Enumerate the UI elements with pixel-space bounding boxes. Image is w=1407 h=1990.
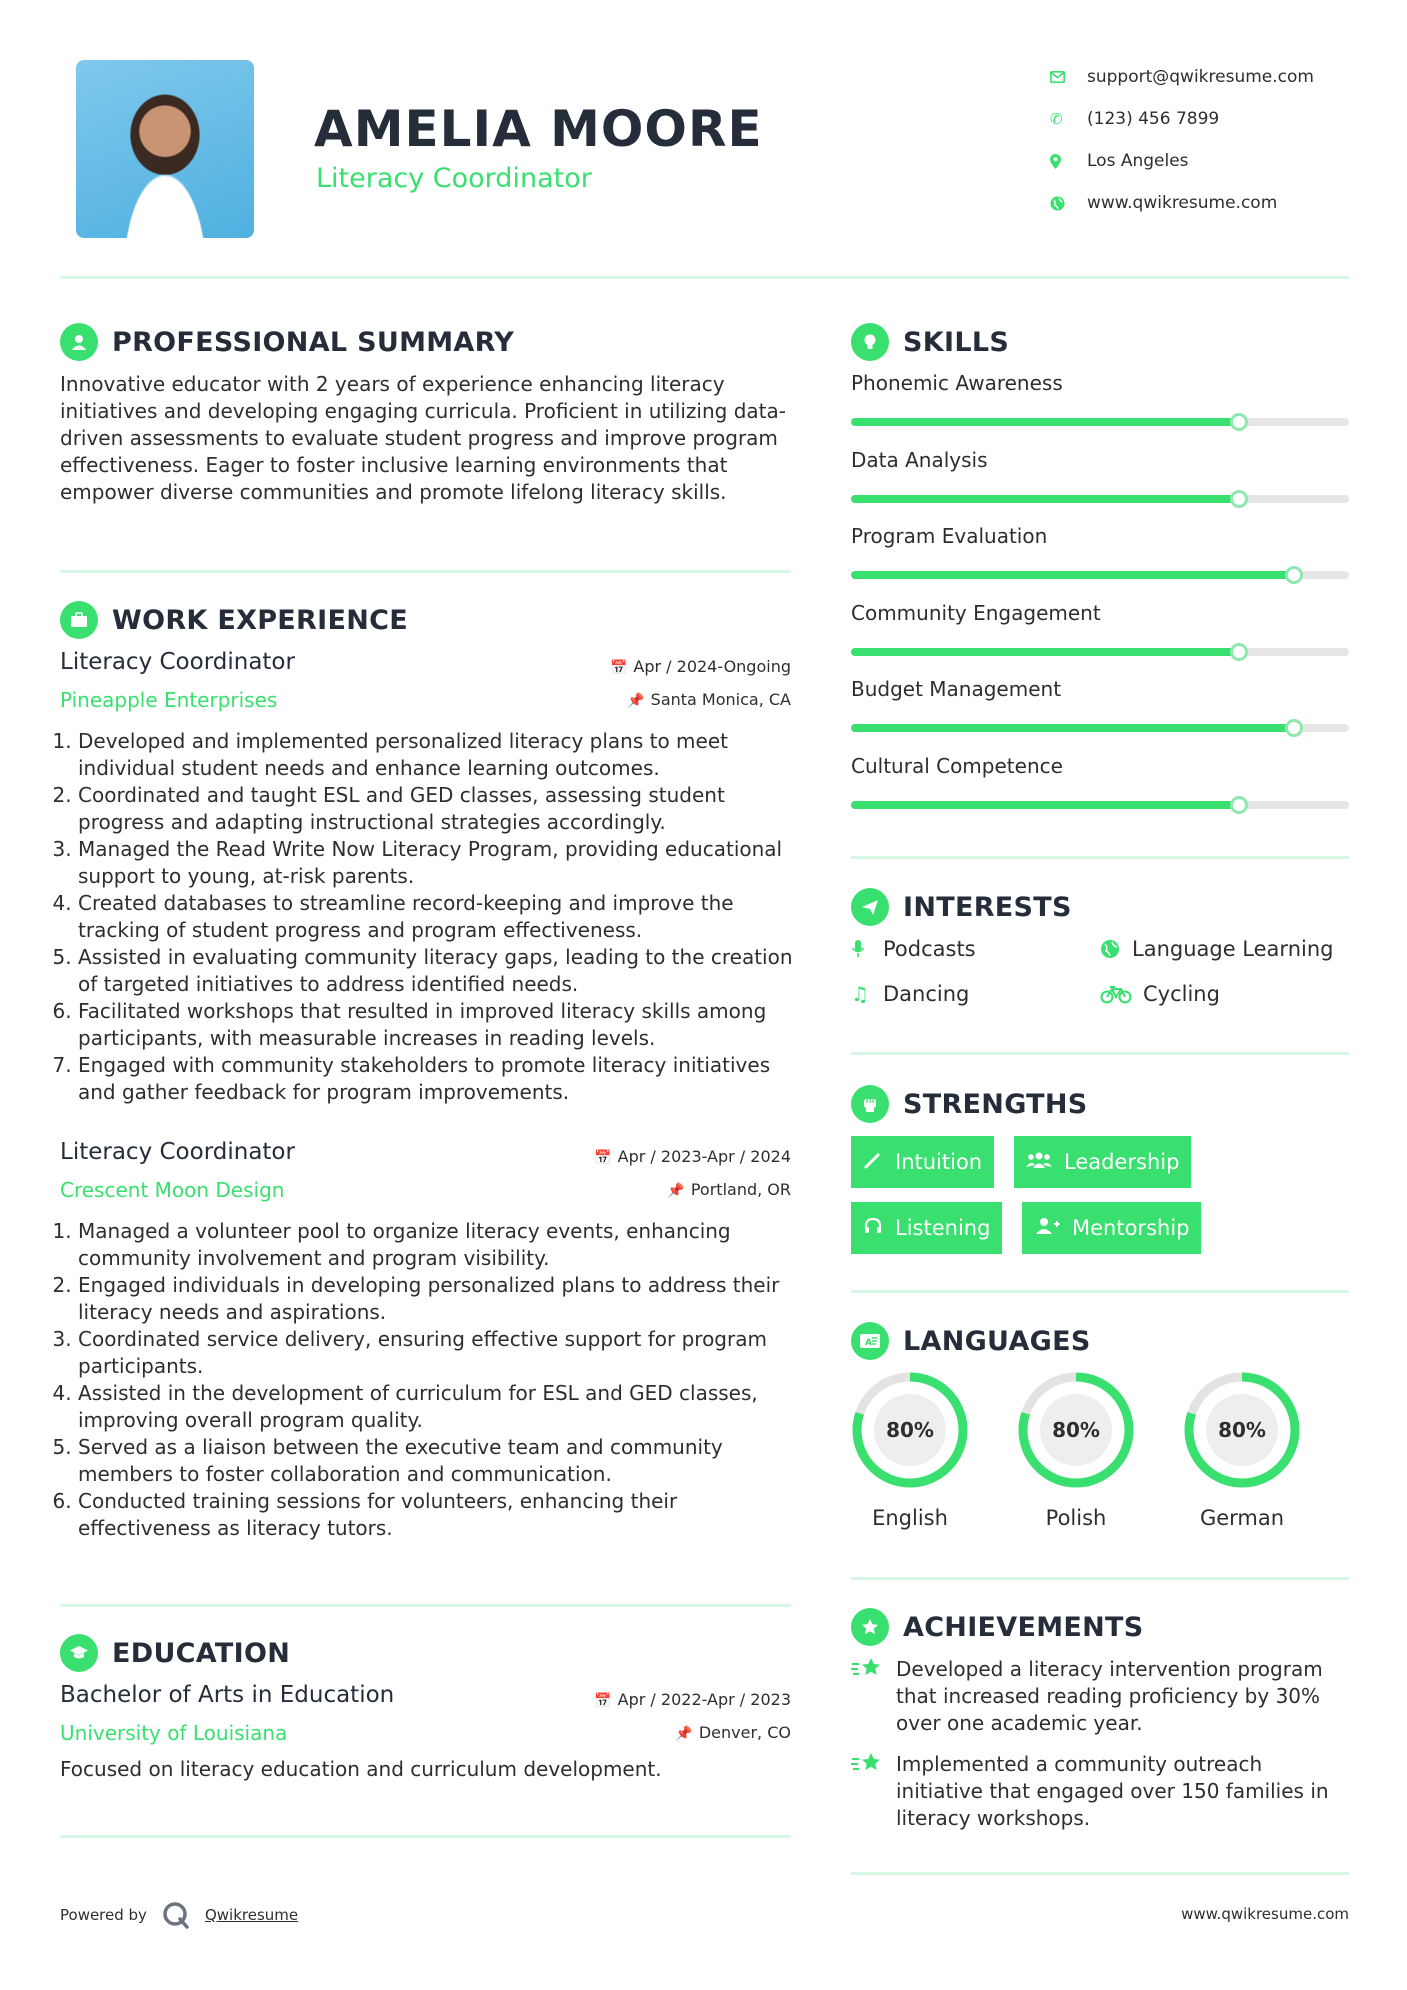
star-icon	[851, 1751, 896, 1832]
list-item: 4. Created databases to streamline record-keeping and improve the tracking of student progress and program effectiveness.	[78, 890, 800, 944]
job-1-title: Literacy Coordinator	[60, 649, 295, 675]
profile-photo	[76, 60, 254, 238]
language-name: German	[1199, 1506, 1285, 1530]
contact-location	[1050, 140, 1314, 182]
qwikresume-logo-icon	[161, 1900, 191, 1930]
language-ring	[850, 1370, 970, 1490]
list-item: 2. Engaged individuals in developing personalized plans to address their literacy needs and aspirations.	[78, 1272, 800, 1326]
skill-bar-track	[851, 801, 1349, 809]
list-item: 5. Served as a liaison between the executive team and community members to foster collaboration and communication.	[78, 1434, 800, 1488]
interest-label: Cycling	[1143, 982, 1220, 1006]
pin-icon: 📌	[667, 1183, 685, 1199]
skill-bar-fill	[851, 571, 1294, 579]
languages-heading	[851, 1322, 1091, 1360]
language-item	[1016, 1370, 1136, 1530]
magic-wand-icon	[863, 1150, 883, 1175]
raised-fist-icon	[851, 1085, 889, 1123]
achievement-text: Developed a literacy intervention program that increased reading proficiency by 30% over one academic year.	[896, 1657, 1323, 1735]
achievement-text: Implemented a community outreach initiative that engaged over 150 families in literacy workshops.	[896, 1752, 1329, 1830]
education-dates	[594, 1690, 791, 1709]
contact-location-text: Los Angeles	[1087, 151, 1189, 171]
list-item: 2. Coordinated and taught ESL and GED classes, assessing student progress and adapting instructional strategies accordingly.	[78, 782, 800, 836]
user-icon	[60, 323, 98, 361]
interests-title: INTERESTS	[903, 891, 1072, 923]
contact-phone[interactable]	[1050, 98, 1314, 140]
candidate-role: Literacy Coordinator	[316, 163, 592, 194]
envelope-icon	[1050, 71, 1087, 83]
graduation-icon	[60, 1634, 98, 1672]
footer-website[interactable]: www.qwikresume.com	[1181, 1905, 1349, 1923]
language-percent: 80%	[1218, 1418, 1266, 1442]
skill-bar-track	[851, 724, 1349, 732]
music-note-icon: ♫	[851, 982, 869, 1006]
list-item: 6. Facilitated workshops that resulted in improved literacy skills among participants, with measurable increases in reading levels.	[78, 998, 800, 1052]
skill-bar-fill	[851, 801, 1239, 809]
skill-bar-fill	[851, 495, 1239, 503]
svg-text:A: A	[865, 1338, 872, 1348]
job-2-company: Crescent Moon Design	[60, 1178, 285, 1202]
contact-email[interactable]	[1050, 56, 1314, 98]
calendar-icon: 📅	[594, 1693, 612, 1709]
calendar-icon: 📅	[609, 660, 628, 676]
languages-title: LANGUAGES	[903, 1325, 1091, 1357]
contact-email-text: support@qwikresume.com	[1087, 67, 1314, 87]
strength-tag-mentorship	[1022, 1202, 1201, 1254]
skill-bar-knob	[1285, 719, 1303, 737]
star-icon	[851, 1656, 896, 1737]
interests-heading	[851, 888, 1072, 926]
microphone-icon	[851, 939, 883, 959]
skill-bar-track	[851, 495, 1349, 503]
experience-title: WORK EXPERIENCE	[112, 604, 408, 636]
calendar-icon: 📅	[594, 1150, 612, 1166]
job-1-location	[627, 690, 791, 709]
job-2-dates	[594, 1147, 791, 1166]
achievement-item	[851, 1656, 1351, 1737]
list-item: 3. Managed the Read Write Now Literacy Program, providing educational support to young, at-risk parents.	[78, 836, 800, 890]
language-item	[1182, 1370, 1302, 1530]
language-item	[850, 1370, 970, 1530]
list-item: 1. Developed and implemented personalized literacy plans to meet individual student needs and enhance learning outcomes.	[78, 728, 800, 782]
skill-bar-fill	[851, 724, 1294, 732]
skill-bar-track	[851, 418, 1349, 426]
summary-text: Innovative educator with 2 years of experience enhancing literacy initiatives and developing engaging curricula. Proficient in utilizing data-driven assessments to evaluate student progress and improve program effectiveness. Eager to foster inclusive learning environments that empower diverse communities and promote lifelong literacy skills.	[60, 372, 786, 504]
interests-divider	[851, 1052, 1349, 1055]
language-ring	[1182, 1370, 1302, 1490]
strengths-divider	[851, 1290, 1349, 1293]
skill-name: Budget Management	[851, 677, 1062, 701]
languages-divider	[851, 1577, 1349, 1580]
language-ring	[1016, 1370, 1136, 1490]
pin-icon: 📌	[675, 1726, 693, 1742]
contact-phone-text: (123) 456 7899	[1087, 109, 1220, 129]
briefcase-icon	[60, 601, 98, 639]
list-item: 3. Coordinated service delivery, ensuring effective support for program participants.	[78, 1326, 800, 1380]
list-item: 1. Managed a volunteer pool to organize literacy events, enhancing community involvement and program visibility.	[78, 1218, 800, 1272]
star-badge-icon	[851, 1608, 889, 1646]
globe-icon	[1050, 196, 1087, 211]
contact-website-text: www.qwikresume.com	[1087, 193, 1278, 213]
job-1-bullets	[60, 728, 800, 1106]
skill-bar-knob	[1230, 413, 1248, 431]
skill-bar-knob	[1230, 796, 1248, 814]
strength-tag-leadership	[1014, 1136, 1191, 1188]
bicycle-icon	[1100, 984, 1143, 1004]
achievements-heading	[851, 1608, 1144, 1646]
skills-divider	[851, 856, 1349, 859]
job-1-dates-text: Apr / 2024-Ongoing	[633, 657, 791, 676]
language-card-icon	[851, 1322, 889, 1360]
job-2-bullets	[60, 1218, 800, 1542]
education-location-text: Denver, CO	[698, 1723, 791, 1742]
skill-bar-fill	[851, 418, 1239, 426]
education-heading	[60, 1634, 290, 1672]
language-percent: 80%	[886, 1418, 934, 1442]
skill-item	[851, 677, 1349, 732]
skill-bar-track	[851, 648, 1349, 656]
lightbulb-icon	[851, 323, 889, 361]
skill-name: Program Evaluation	[851, 524, 1048, 548]
experience-heading	[60, 601, 408, 639]
skill-name: Phonemic Awareness	[851, 371, 1063, 395]
summary-divider	[60, 570, 791, 573]
globe-icon	[1100, 939, 1132, 959]
candidate-name: AMELIA MOORE	[314, 100, 763, 158]
group-icon	[1026, 1150, 1052, 1175]
skill-bar-knob	[1285, 566, 1303, 584]
skill-bar-knob	[1230, 643, 1248, 661]
skill-bar-track	[851, 571, 1349, 579]
skill-item	[851, 448, 1349, 503]
skill-name: Community Engagement	[851, 600, 1101, 625]
job-1-dates	[610, 657, 791, 676]
language-percent: 80%	[1052, 1418, 1100, 1442]
strength-label: Leadership	[1064, 1150, 1180, 1174]
skill-item	[851, 371, 1349, 426]
contact-list	[1050, 56, 1314, 224]
powered-by-label: Powered by	[60, 1906, 147, 1924]
education-description: Focused on literacy education and curriculum development.	[60, 1757, 662, 1781]
interest-label: Podcasts	[883, 937, 976, 961]
interest-language-learning	[1100, 937, 1333, 961]
strength-label: Intuition	[895, 1150, 983, 1174]
achievements-title: ACHIEVEMENTS	[903, 1611, 1144, 1643]
job-2-location-text: Portland, OR	[690, 1180, 791, 1199]
education-school: University of Louisiana	[60, 1721, 288, 1745]
education-degree: Bachelor of Arts in Education	[60, 1682, 395, 1708]
skill-name: Cultural Competence	[851, 753, 1063, 778]
interest-label: Dancing	[883, 982, 970, 1006]
language-name: Polish	[1045, 1506, 1107, 1530]
skills-title: SKILLS	[903, 326, 1010, 358]
job-2-dates-text: Apr / 2023-Apr / 2024	[617, 1147, 791, 1166]
strengths-title: STRENGTHS	[903, 1088, 1088, 1120]
skill-item	[851, 754, 1349, 809]
strengths-heading	[851, 1085, 1088, 1123]
skill-name: Data Analysis	[851, 447, 988, 472]
job-1-company: Pineapple Enterprises	[60, 688, 278, 712]
education-dates-text: Apr / 2022-Apr / 2023	[617, 1690, 791, 1709]
interest-label: Language Learning	[1132, 937, 1334, 961]
list-item: 4. Assisted in the development of curriculum for ESL and GED classes, improving overall program quality.	[78, 1380, 800, 1434]
contact-website[interactable]	[1050, 182, 1314, 224]
skill-bar-fill	[851, 648, 1239, 656]
summary-heading	[60, 323, 514, 361]
achievements-divider	[851, 1872, 1349, 1875]
education-divider	[60, 1835, 791, 1838]
strength-tag-intuition	[851, 1136, 994, 1188]
interest-cycling	[1100, 982, 1220, 1006]
skill-item	[851, 601, 1349, 656]
education-location	[675, 1723, 791, 1742]
header-divider	[60, 276, 1349, 279]
interest-podcasts	[851, 937, 976, 961]
skills-heading	[851, 323, 1009, 361]
qwikresume-link[interactable]: Qwikresume	[204, 1906, 299, 1924]
skill-item	[851, 524, 1349, 579]
paper-plane-icon	[851, 888, 889, 926]
user-plus-icon	[1034, 1216, 1060, 1241]
skill-bar-knob	[1230, 490, 1248, 508]
list-item: 6. Conducted training sessions for volunteers, enhancing their effectiveness as literacy tutors.	[78, 1488, 800, 1542]
education-title: EDUCATION	[112, 1637, 291, 1669]
strength-label: Mentorship	[1072, 1216, 1190, 1240]
pin-icon: 📌	[627, 693, 645, 709]
summary-title: PROFESSIONAL SUMMARY	[112, 326, 515, 358]
phone-icon: ✆	[1050, 110, 1063, 128]
footer-powered-by	[60, 1900, 298, 1930]
job-2-title: Literacy Coordinator	[60, 1139, 295, 1165]
strength-label: Listening	[895, 1216, 991, 1240]
list-item: 5. Assisted in evaluating community literacy gaps, leading to the creation of targeted initiatives to address identified needs.	[78, 944, 800, 998]
strength-tag-listening	[851, 1202, 1002, 1254]
job-2-location	[667, 1180, 791, 1199]
achievement-item	[851, 1751, 1351, 1832]
headphones-icon	[863, 1216, 883, 1241]
list-item: 7. Engaged with community stakeholders to promote literacy initiatives and gather feedback for program improvements.	[78, 1052, 800, 1106]
language-name: English	[872, 1506, 948, 1530]
interest-dancing	[851, 982, 969, 1006]
experience-divider	[60, 1604, 791, 1607]
job-1-location-text: Santa Monica, CA	[650, 690, 791, 709]
map-pin-icon	[1050, 154, 1087, 169]
